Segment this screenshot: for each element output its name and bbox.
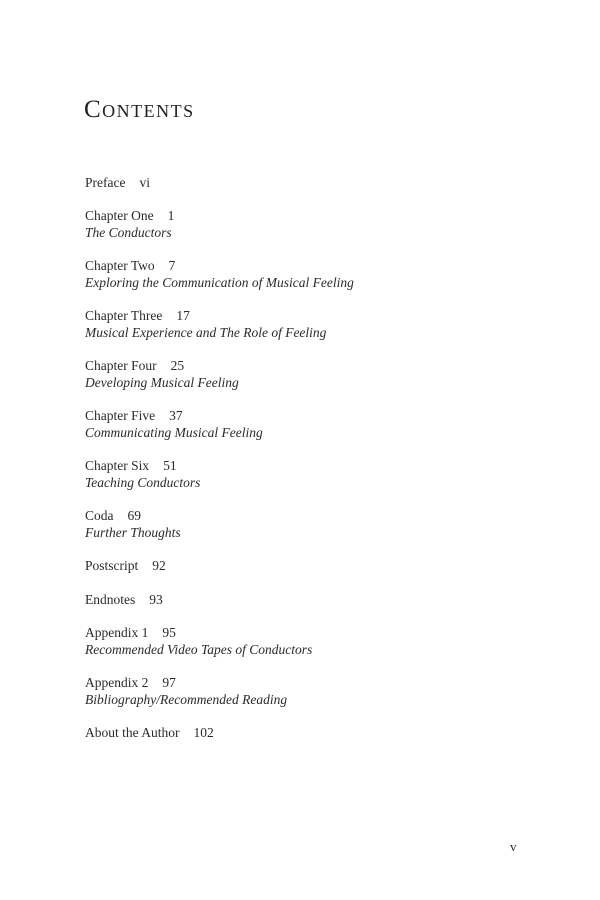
entry-subtitle: Communicating Musical Feeling (85, 425, 263, 440)
toc-entry-chapter-two (85, 257, 354, 291)
toc-entry-chapter-four (85, 357, 239, 391)
entry-label: Chapter Six (85, 458, 150, 473)
toc-entry-appendix-1 (85, 624, 312, 658)
page-folio: v (510, 839, 517, 854)
entry-page-number: 95 (162, 625, 176, 640)
entry-label: Appendix 1 (85, 625, 149, 640)
entry-page-number: 51 (163, 458, 177, 473)
toc-entry-about-the-author (85, 724, 214, 741)
entry-page-number: 37 (169, 408, 183, 423)
entry-subtitle: Exploring the Communication of Musical Feeling (85, 275, 354, 290)
entry-page-number: 25 (170, 358, 185, 373)
toc-entry-coda (85, 507, 181, 541)
entry-page-number: 102 (193, 725, 214, 740)
entry-label: Coda (85, 508, 114, 523)
toc-entry-preface (85, 174, 150, 191)
toc-entry-appendix-2 (85, 674, 287, 708)
entry-subtitle: Developing Musical Feeling (85, 375, 239, 390)
entry-subtitle: Further Thoughts (85, 525, 181, 540)
entry-page-number: 7 (168, 258, 176, 273)
entry-label: About the Author (85, 725, 180, 740)
entry-page-number: 69 (127, 508, 141, 523)
entry-label: Chapter One (85, 208, 154, 223)
entry-label: Chapter Three (85, 308, 163, 323)
toc-entry-chapter-five (85, 407, 263, 441)
entry-page-number: 97 (162, 675, 176, 690)
toc-entry-postscript (85, 557, 166, 574)
entry-label: Postscript (85, 558, 139, 573)
entry-label: Chapter Two (85, 258, 155, 273)
entry-page-number: 1 (167, 208, 175, 223)
entry-subtitle: Teaching Conductors (85, 475, 201, 490)
entry-subtitle: Recommended Video Tapes of Conductors (85, 642, 313, 657)
entry-label: Appendix 2 (85, 675, 149, 690)
entry-subtitle: Bibliography/Recommended Reading (85, 692, 288, 707)
entry-page-number: vi (139, 175, 150, 190)
toc-entry-endnotes (85, 591, 163, 608)
entry-subtitle: The Conductors (85, 225, 172, 240)
entry-label: Preface (85, 175, 126, 190)
page-title: Contents (84, 96, 195, 123)
entry-page-number: 92 (152, 558, 166, 573)
toc-entry-chapter-one (85, 207, 174, 241)
entry-label: Endnotes (85, 592, 136, 607)
entry-page-number: 17 (176, 308, 190, 323)
toc-entry-chapter-three (85, 307, 326, 341)
entry-label: Chapter Four (85, 358, 157, 373)
toc-entry-chapter-six (85, 457, 200, 491)
entry-subtitle: Musical Experience and The Role of Feeling (85, 325, 327, 340)
entry-page-number: 93 (149, 592, 163, 607)
entry-label: Chapter Five (85, 408, 156, 423)
